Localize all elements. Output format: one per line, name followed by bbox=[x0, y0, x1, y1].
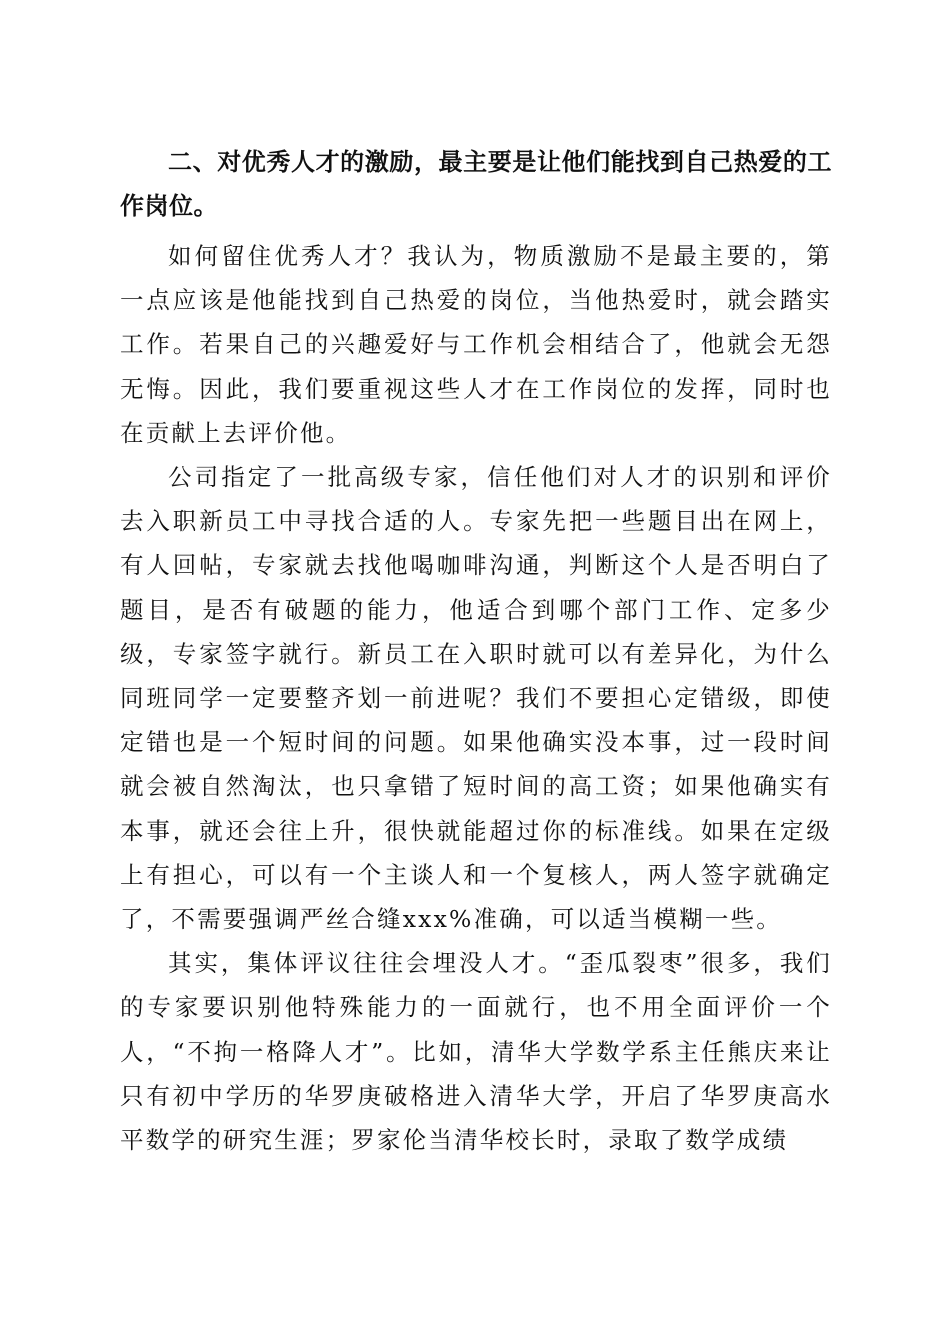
paragraph-2: 公司指定了一批高级专家，信任他们对人才的识别和评价去入职新员工中寻找合适的人。专家先把一些题目出在网上，有人回帖，专家就去找他喝咖啡沟通，判断这个人是否明白了题目，是否有破题的能力，他适合到哪个部门工作、定多少级，专家签字就行。新员工在入职时就可以有差异化，为什么同班同学一定要整齐划一前进呢？我们不要担心定错级，即使定错也是一个短时间的问题。如果他确实没本事，过一段时间就会被自然淘汰，也只拿错了短时间的高工资；如果他确实有本事，就还会往上升，很快就能超过你的标准线。如果在定级上有担心，可以有一个主谈人和一个复核人，两人签字就确定了，不需要强调严丝合缝xxx%准确，可以适当模糊一些。 bbox=[120, 463, 832, 934]
paragraph-1: 如何留住优秀人才？我认为，物质激励不是最主要的，第一点应该是他能找到自己热爱的岗位，当他热爱时，就会踏实工作。若果自己的兴趣爱好与工作机会相结合了，他就会无怨无悔。因此，我们要重视这些人才在工作岗位的发挥，同时也在贡献上去评价他。 bbox=[120, 242, 832, 447]
document-body bbox=[120, 140, 832, 1162]
paragraph-3: 其实，集体评议往往会埋没人才。“歪瓜裂枣”很多，我们的专家要识别他特殊能力的一面就行，也不用全面评价一个人，“不拘一格降人才”。比如，清华大学数学系主任熊庆来让只有初中学历的华罗庚破格进入清华大学，开启了华罗庚高水平数学的研究生涯；罗家伦当清华校长时，录取了数学成绩 bbox=[120, 949, 832, 1155]
section-heading: 二、对优秀人才的激励，最主要是让他们能找到自己热爱的工作岗位。 bbox=[120, 148, 832, 220]
